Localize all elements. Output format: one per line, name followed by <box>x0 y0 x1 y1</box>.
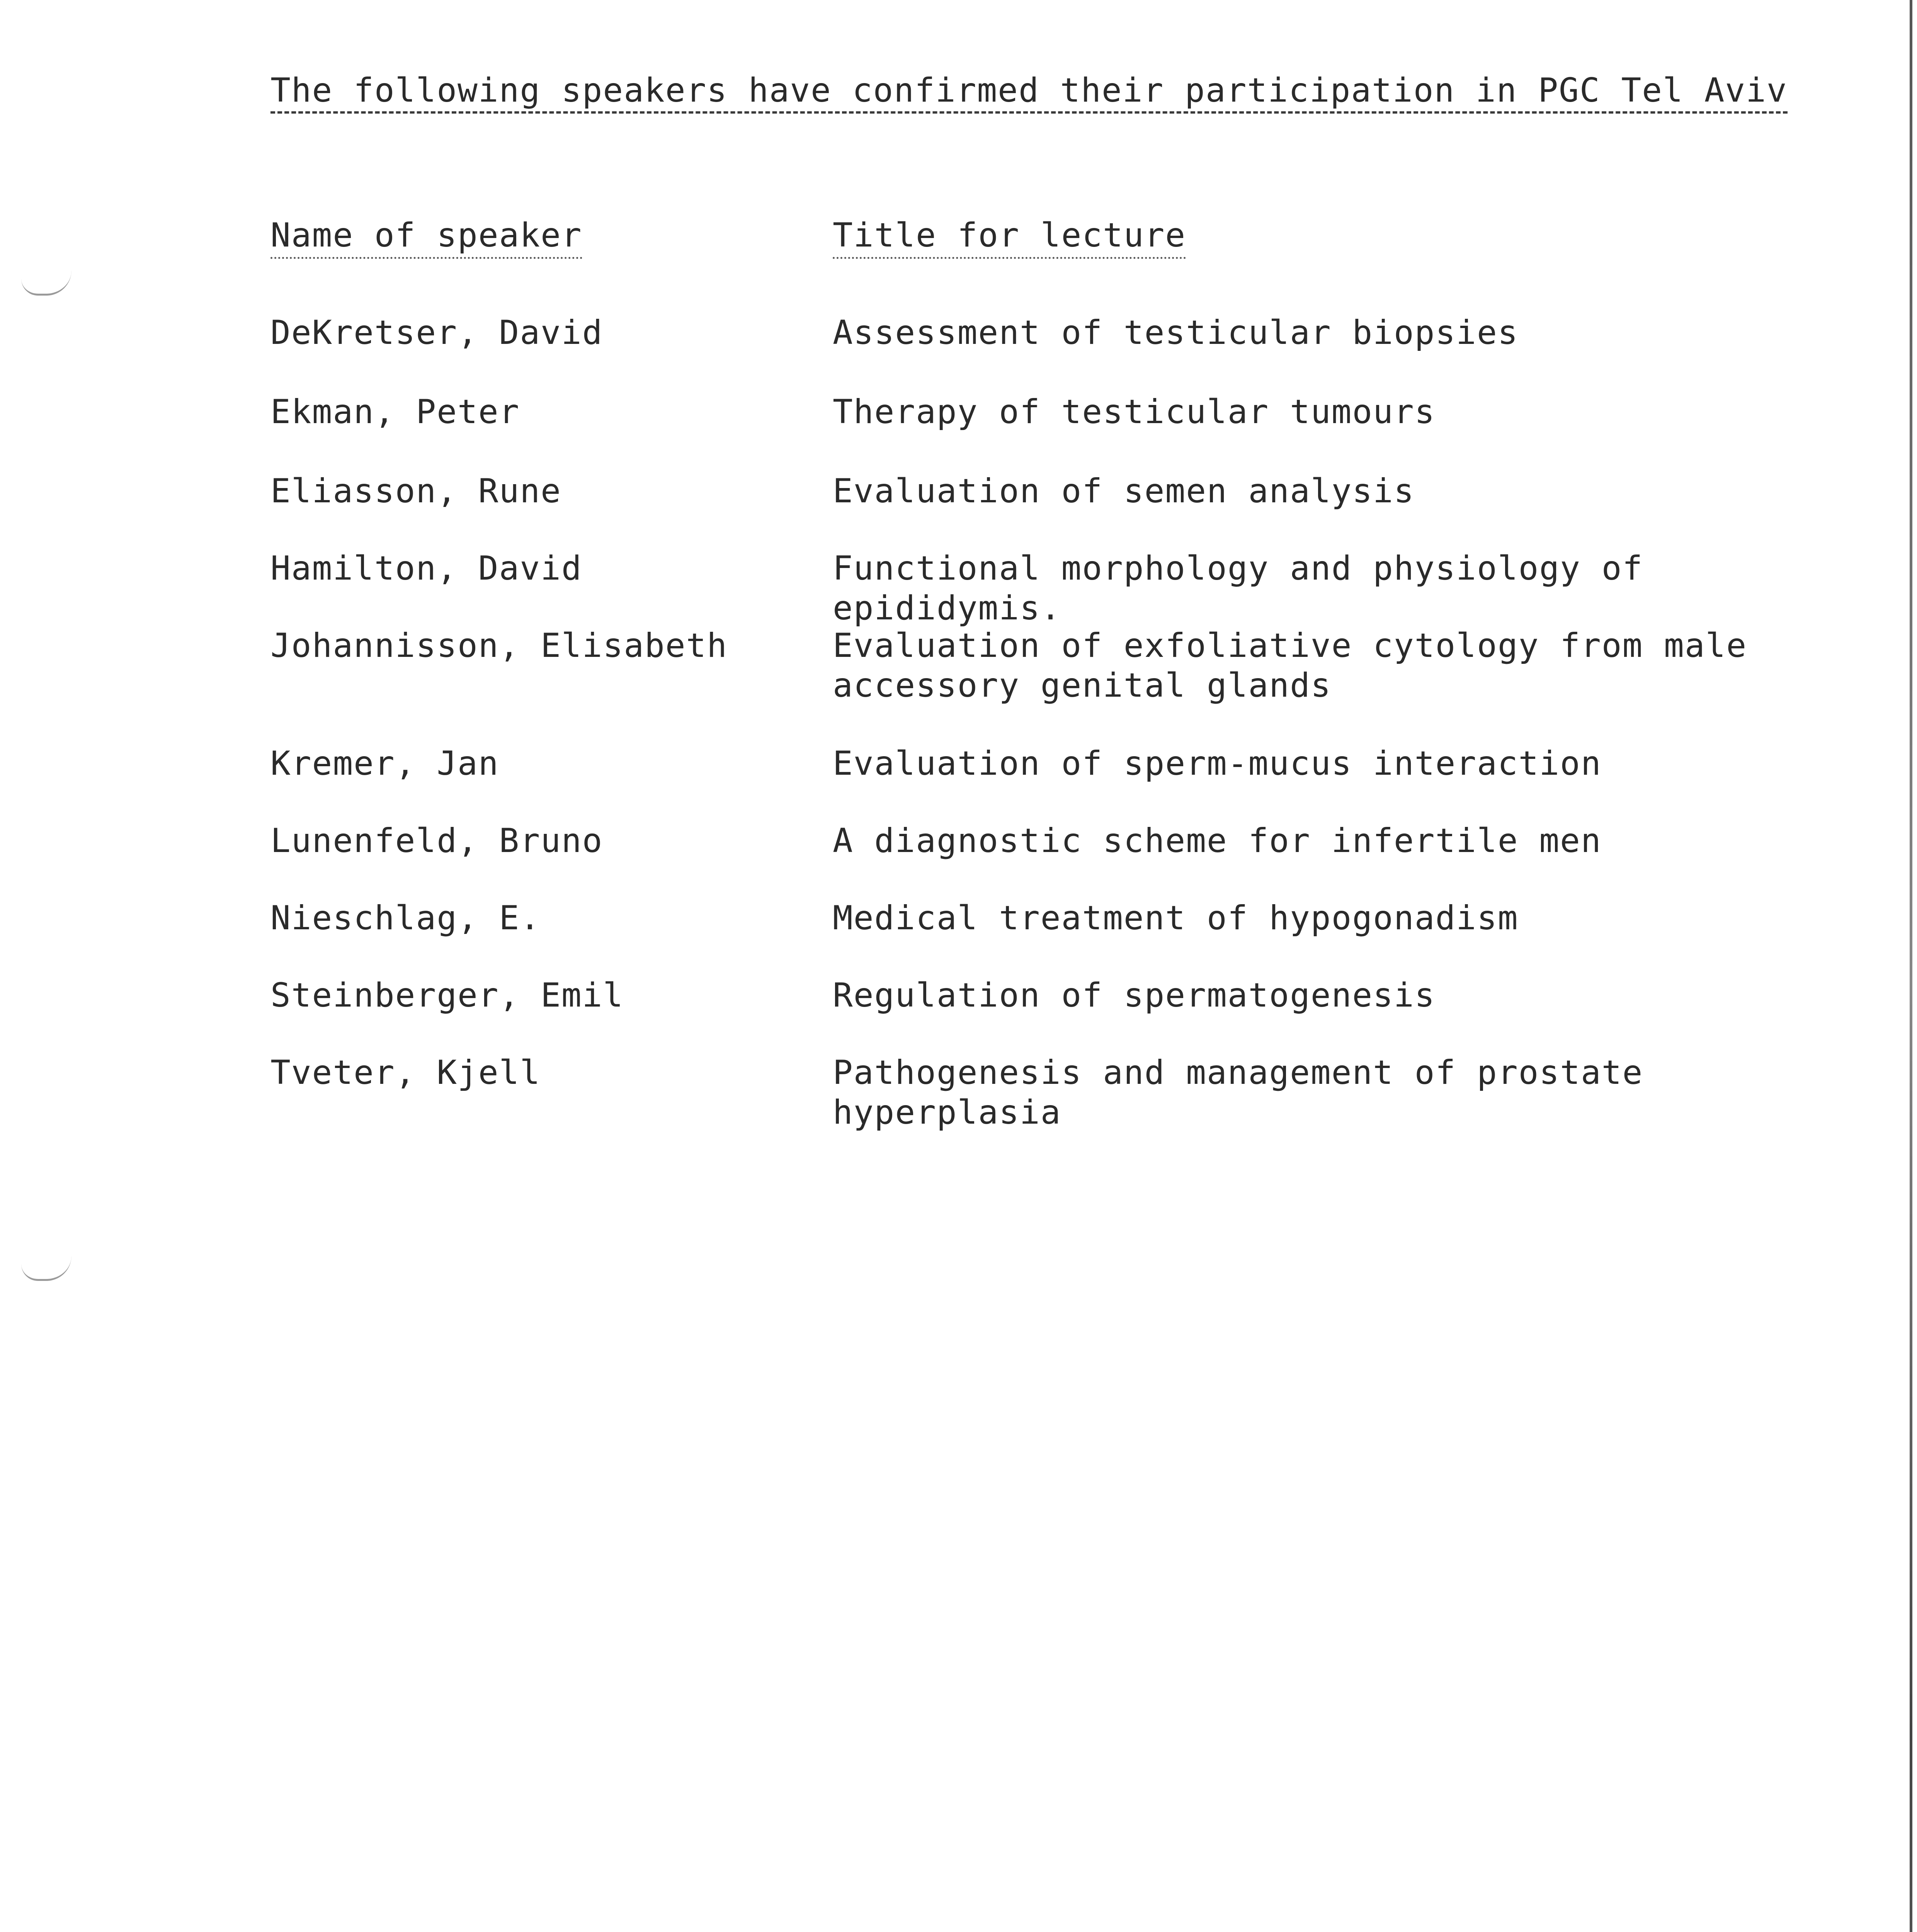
speaker-name: Ekman, Peter <box>270 393 520 431</box>
lecture-title: Regulation of spermatogenesis <box>833 976 1436 1015</box>
speaker-name: Nieschlag, E. <box>270 899 541 937</box>
lecture-title: Pathogenesis and management of prostate hyperplasia <box>833 1053 1643 1132</box>
lecture-title: Assessment of testicular biopsies <box>833 313 1519 352</box>
speaker-name: Steinberger, Emil <box>270 976 624 1015</box>
scan-edge-line <box>1910 0 1912 1932</box>
page-heading: The following speakers have confirmed their participation in PGC Tel Aviv <box>270 71 1788 114</box>
lecture-title: A diagnostic scheme for infertile men <box>833 821 1602 860</box>
lecture-title: Evaluation of semen analysis <box>833 472 1415 510</box>
lecture-title: Therapy of testicular tumours <box>833 393 1436 431</box>
speaker-name: Lunenfeld, Bruno <box>270 821 603 860</box>
binder-punch-mark <box>21 270 71 296</box>
speaker-name: Eliasson, Rune <box>270 472 561 510</box>
column-header-lecture: Title for lecture <box>833 216 1186 259</box>
speaker-name: Hamilton, David <box>270 549 582 588</box>
speaker-name: DeKretser, David <box>270 313 603 352</box>
column-header-speaker: Name of speaker <box>270 216 582 259</box>
speaker-name: Johannisson, Elisabeth <box>270 626 728 665</box>
lecture-title: Evaluation of exfoliative cytology from male accessory genital glands <box>833 626 1747 705</box>
speaker-name: Tveter, Kjell <box>270 1053 541 1092</box>
speaker-name: Kremer, Jan <box>270 744 499 783</box>
lecture-title: Evaluation of sperm-mucus interaction <box>833 744 1602 783</box>
binder-punch-mark <box>21 1256 71 1281</box>
lecture-title: Functional morphology and physiology of epididymis. <box>833 549 1643 628</box>
lecture-title: Medical treatment of hypogonadism <box>833 899 1519 937</box>
